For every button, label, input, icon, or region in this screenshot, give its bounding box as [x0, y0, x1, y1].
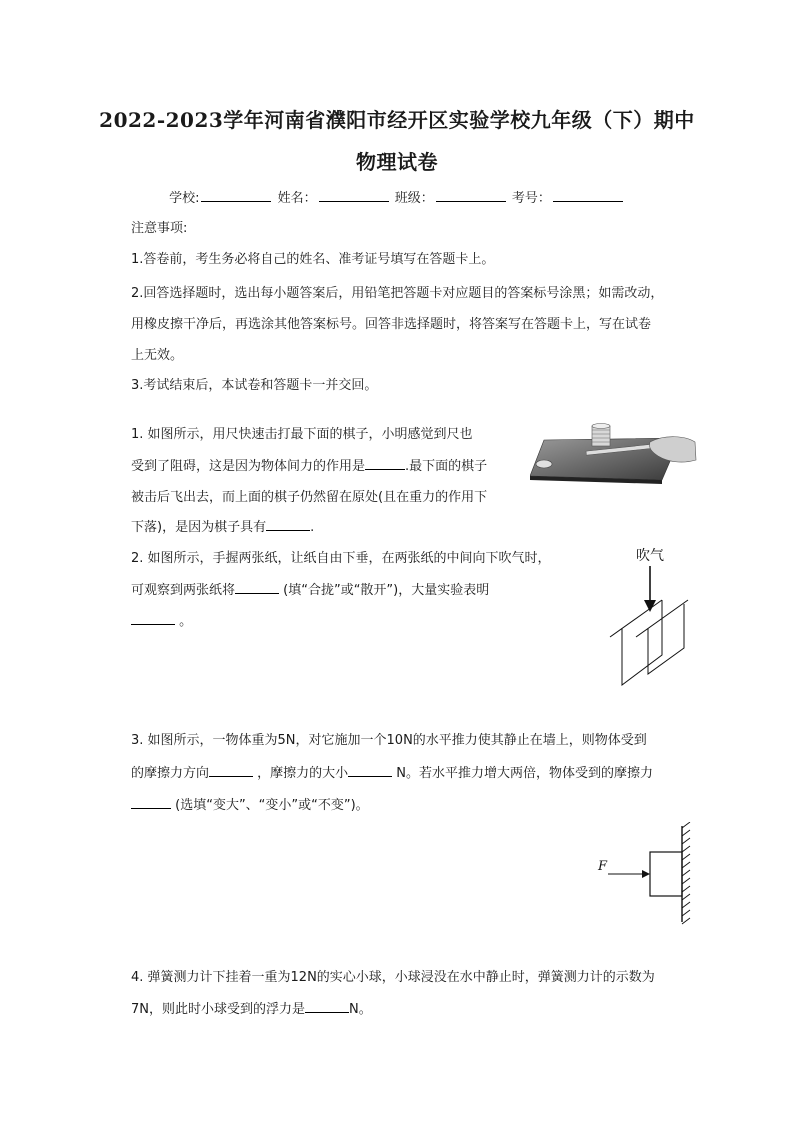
q3-line3 — [131, 794, 369, 813]
q2-line3-text: 。 — [175, 614, 193, 629]
q1-answer-blank-1[interactable] — [365, 458, 405, 470]
exam-title-line1: 2022-2023学年河南省濮阳市经开区实验学校九年级（下）期中 — [99, 108, 695, 132]
school-label: 学校: — [169, 191, 200, 206]
q2-line3 — [131, 610, 192, 629]
stacked-chess-pieces — [592, 424, 610, 447]
q3-line1: 3. 如图所示，一物体重为5N，对它施加一个10N的水平推力使其静止在墙上，则物体受到 — [131, 733, 647, 748]
q2-line2-text-a: 可观察到两张纸将 — [131, 583, 236, 598]
arrow-right-icon — [642, 870, 650, 878]
q3-line2-text-b: ，摩擦力的大小 — [253, 766, 349, 781]
q3-line2-text-a: 的摩擦力方向 — [131, 766, 210, 781]
q2-two-papers-figure — [600, 542, 700, 692]
q1-line4 — [131, 516, 314, 535]
q1-line2 — [131, 455, 487, 474]
student-info-row — [0, 187, 794, 206]
q3-wall-block-figure — [590, 822, 694, 926]
paper-right — [648, 604, 684, 674]
class-label: 班级： — [394, 191, 434, 206]
notice-item-1: 1.答卷前，考生务必将自己的姓名、准考证号填写在答题卡上。 — [131, 252, 495, 267]
q1-answer-blank-2[interactable] — [266, 519, 310, 531]
class-field[interactable] — [436, 189, 506, 202]
block — [650, 852, 682, 896]
q1-line4-text-b: . — [310, 520, 315, 535]
name-field[interactable] — [319, 189, 389, 202]
flying-chess-piece — [536, 460, 552, 468]
q1-line4-text-a: 下落)，是因为棋子具有 — [131, 520, 267, 535]
notice-item-2-line3: 上无效。 — [131, 348, 184, 363]
q1-chess-pieces-figure — [530, 418, 698, 488]
school-field[interactable] — [201, 189, 271, 202]
notice-item-2-line1: 2.回答选择题时，选出每小题答案后，用铅笔把答题卡对应题目的答案标号涂黑；如需改动， — [131, 286, 664, 301]
q1-line3: 被击后飞出去，而上面的棋子仍然留在原处(且在重力的作用下 — [131, 490, 488, 505]
q4-answer-blank[interactable] — [305, 1001, 349, 1013]
paper-left-top — [610, 600, 662, 637]
exam-title-line2: 物理试卷 — [356, 150, 438, 174]
exam-no-label: 考号： — [511, 191, 551, 206]
q4-line1: 4. 弹簧测力计下挂着一重为12N的实心小球，小球浸没在水中静止时，弹簧测力计的示数为 — [131, 970, 655, 985]
q2-line2-text-b: (填“合拢”或“散开”)，大量实验表明 — [279, 583, 490, 598]
wall-hatching — [682, 822, 690, 924]
q2-answer-blank-1[interactable] — [235, 582, 279, 594]
notice-item-2-line2: 用橡皮擦干净后，再选涂其他答案标号。回答非选择题时，将答案写在答题卡上，写在试卷 — [131, 317, 652, 332]
paper-left — [622, 600, 662, 685]
notice-heading: 注意事项: — [131, 221, 188, 236]
q2-line1: 2. 如图所示，手握两张纸，让纸自由下垂，在两张纸的中间向下吹气时， — [131, 551, 551, 566]
q3-answer-blank-2[interactable] — [348, 765, 392, 777]
q3-answer-blank-1[interactable] — [209, 765, 253, 777]
q3-force-label: F — [598, 859, 608, 874]
q1-line2-text-b: .最下面的棋子 — [405, 459, 488, 474]
q4-line2-text-b: N。 — [349, 1002, 372, 1017]
q3-line2-text-c: N。若水平推力增大两倍，物体受到的摩擦力 — [392, 766, 654, 781]
q3-answer-blank-3[interactable] — [131, 797, 171, 809]
q4-line2 — [131, 998, 372, 1017]
notice-item-3: 3.考试结束后，本试卷和答题卡一并交回。 — [131, 378, 378, 393]
exam-no-field[interactable] — [553, 189, 623, 202]
q3-line3-text: (选填“变大”、“变小”或“不变”)。 — [171, 798, 369, 813]
q2-line2 — [131, 579, 489, 598]
q4-line2-text-a: 7N，则此时小球受到的浮力是 — [131, 1002, 305, 1017]
q2-answer-blank-2[interactable] — [131, 613, 175, 625]
q1-line1: 1. 如图所示，用尺快速击打最下面的棋子，小明感觉到尺也 — [131, 427, 473, 442]
q2-blow-label: 吹气 — [636, 548, 664, 564]
q1-line2-text-a: 受到了阻碍，这是因为物体间力的作用是 — [131, 459, 366, 474]
q3-line2 — [131, 762, 653, 781]
name-label: 姓名： — [277, 191, 317, 206]
